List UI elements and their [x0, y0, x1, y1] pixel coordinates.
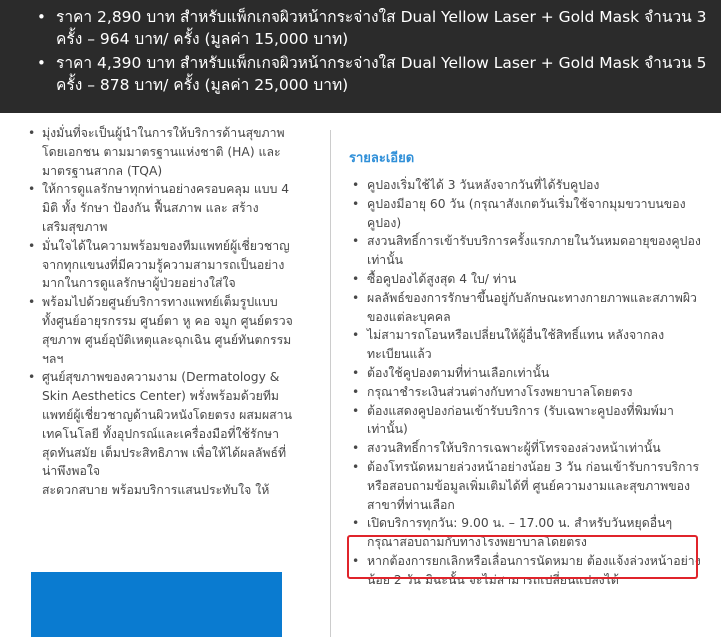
bullet-icon: • [352, 516, 360, 531]
highlight-item [0, 124, 300, 180]
package-text: ราคา 4,390 บาท สำหรับแพ็กเกจผิวหน้ากระจ่างใส Dual Yellow Laser + Gold Mask จำนวน 5 ครั้ง – 878 บาท/ ครั้ง (มูลค่า 25,000 บาท) [56, 54, 707, 94]
package-price-box [0, 0, 721, 113]
highlight-text: ให้การดูแลรักษาทุกท่านอย่างครอบคลุม แบบ 4 มิติ ทั้ง รักษา ป้องกัน ฟื้นสภาพ และ สร้างเสริมสุขภาพ [42, 182, 290, 234]
detail-text: คูปองเริ่มใช้ได้ 3 วันหลังจากวันที่ได้รับคูปอง [367, 178, 600, 192]
package-item [0, 6, 721, 50]
bullet-icon: • [352, 384, 360, 399]
package-list [0, 0, 721, 96]
detail-item [334, 383, 716, 402]
details-list [334, 176, 716, 590]
detail-item [334, 195, 716, 233]
bullet-icon: • [28, 370, 36, 385]
bullet-icon: • [28, 182, 36, 197]
bullet-icon: • [352, 441, 360, 456]
detail-item [334, 232, 716, 270]
detail-text: ต้องโทรนัดหมายล่วงหน้าอย่างน้อย 3 วัน ก่อนเข้ารับการบริการ หรือสอบถามข้อมูลเพิ่มเติมได้ที่ ศูนย์ความงามและสุขภาพของสาขาที่ท่านเลือก [367, 459, 700, 512]
bullet-icon: • [28, 295, 36, 310]
bullet-icon: • [28, 126, 36, 140]
detail-item [334, 289, 716, 327]
bullet-icon: • [352, 271, 360, 286]
bullet-icon: • [352, 553, 360, 568]
details-column [334, 150, 716, 590]
highlights-list [0, 124, 300, 481]
detail-item [334, 458, 716, 514]
highlight-item [0, 237, 300, 293]
highlight-item [0, 180, 300, 236]
detail-text: ไม่สามารถโอนหรือเปลี่ยนให้ผู้อื่นใช้สิทธิ์แทน หลังจากลงทะเบียนแล้ว [367, 328, 665, 362]
package-item [0, 52, 721, 96]
bullet-icon: • [352, 328, 360, 343]
highlights-column [0, 124, 300, 637]
detail-text: ผลลัพธ์ของการรักษาขึ้นอยู่กับลักษณะทางกายภาพและสภาพผิวของแต่ละบุคคล [367, 290, 697, 324]
detail-text: เปิดบริการทุกวัน: 9.00 น. – 17.00 น. สำหรับวันหยุดอื่นๆ กรุณาสอบถามกับทางโรงพยาบาลโดยตรง [367, 516, 673, 550]
bullet-icon: • [352, 290, 360, 305]
detail-item [334, 364, 716, 383]
blue-banner-block [31, 572, 282, 637]
bullet-icon: • [352, 234, 360, 249]
highlight-text: ศูนย์สุขภาพของความงาม (Dermatology & Skin Aesthetics Center) พรั่งพร้อมด้วยทีมแพทย์ผู้เชี่ยวชาญด้านผิวหนังโดยตรง ผสมผสานเทคโนโลยี ทั้งอุปกรณ์และเครื่องมือที่ใช้รักษาสุดทันสมัย เต็มประสิทธิภาพ เพื่อให้ได้ผลลัพธ์ที่น่าพึงพอใจ [42, 370, 292, 479]
detail-item [334, 402, 716, 440]
bullet-icon: • [28, 238, 36, 253]
highlight-item [0, 368, 300, 481]
bullet-icon: • [352, 196, 360, 211]
package-text: ราคา 2,890 บาท สำหรับแพ็กเกจผิวหน้ากระจ่างใส Dual Yellow Laser + Gold Mask จำนวน 3 ครั้ง – 964 บาท/ ครั้ง (มูลค่า 15,000 บาท) [56, 8, 707, 48]
detail-text: ซื้อคูปองได้สูงสุด 4 ใบ/ ท่าน [367, 271, 517, 286]
detail-text: คูปองมีอายุ 60 วัน (กรุณาสังเกตวันเริ่มใช้จากมุมขวาบนของคูปอง) [367, 196, 686, 230]
bullet-icon: • [352, 365, 360, 380]
highlight-text: มุ่งมั่นที่จะเป็นผู้นำในการให้บริการด้านสุขภาพโดยเอกชน ตามมาตรฐานแห่งชาติ (HA) และมาตรฐานสากล (TQA) [42, 126, 285, 178]
detail-text: ต้องแสดงคูปองก่อนเข้ารับบริการ (รับเฉพาะคูปองที่พิมพ์มาเท่านั้น) [367, 403, 674, 437]
column-divider [330, 130, 331, 637]
detail-text: สงวนสิทธิ์การเข้ารับบริการครั้งแรกภายในวันหมดอายุของคูปองเท่านั้น [367, 234, 701, 268]
detail-item [334, 176, 716, 195]
detail-text: ต้องใช้คูปองตามที่ท่านเลือกเท่านั้น [367, 365, 550, 380]
opening-hours-highlight-box [347, 535, 698, 579]
detail-text: หากต้องการยกเลิกหรือเลื่อนการนัดหมาย ต้องแจ้งล่วงหน้าอย่างน้อย 2 วัน มิฉะนั้น จะไม่สามารถเปลี่ยนแปลงได้ [367, 553, 701, 587]
detail-item [334, 270, 716, 289]
details-heading: รายละเอียด [349, 151, 415, 166]
highlight-item [0, 293, 300, 368]
bullet-icon: • [37, 8, 46, 26]
detail-text: กรุณาชำระเงินส่วนต่างกับทางโรงพยาบาลโดยตรง [367, 384, 633, 399]
detail-text: สงวนสิทธิ์การให้บริการเฉพาะผู้ที่โทรจองล่วงหน้าเท่านั้น [367, 441, 661, 456]
bullet-icon: • [352, 459, 360, 474]
bullet-icon: • [352, 403, 360, 418]
detail-item [334, 326, 716, 364]
highlight-text: มั่นใจได้ในความพร้อมของทีมแพทย์ผู้เชี่ยวชาญจากทุกแขนงที่มีความรู้ความสามารถเป็นอย่างมากในการดูแลรักษาผู้ป่วยอย่างใส่ใจ [42, 238, 290, 291]
highlight-tail-text: สะดวกสบาย พร้อมบริการแสนประทับใจ ให้ [42, 483, 270, 498]
detail-item [334, 439, 716, 458]
bullet-icon: • [37, 54, 46, 72]
highlight-text: พร้อมไปด้วยศูนย์บริการทางแพทย์เต็มรูปแบบ ทั้งศูนย์อายุรกรรม ศูนย์ตา หู คอ จมูก ศูนย์ตรวจสุขภาพ ศูนย์อุบัติเหตุและฉุกเฉิน ศูนย์ทันตกรรม ฯลฯ [42, 295, 293, 366]
bullet-icon: • [352, 178, 360, 192]
